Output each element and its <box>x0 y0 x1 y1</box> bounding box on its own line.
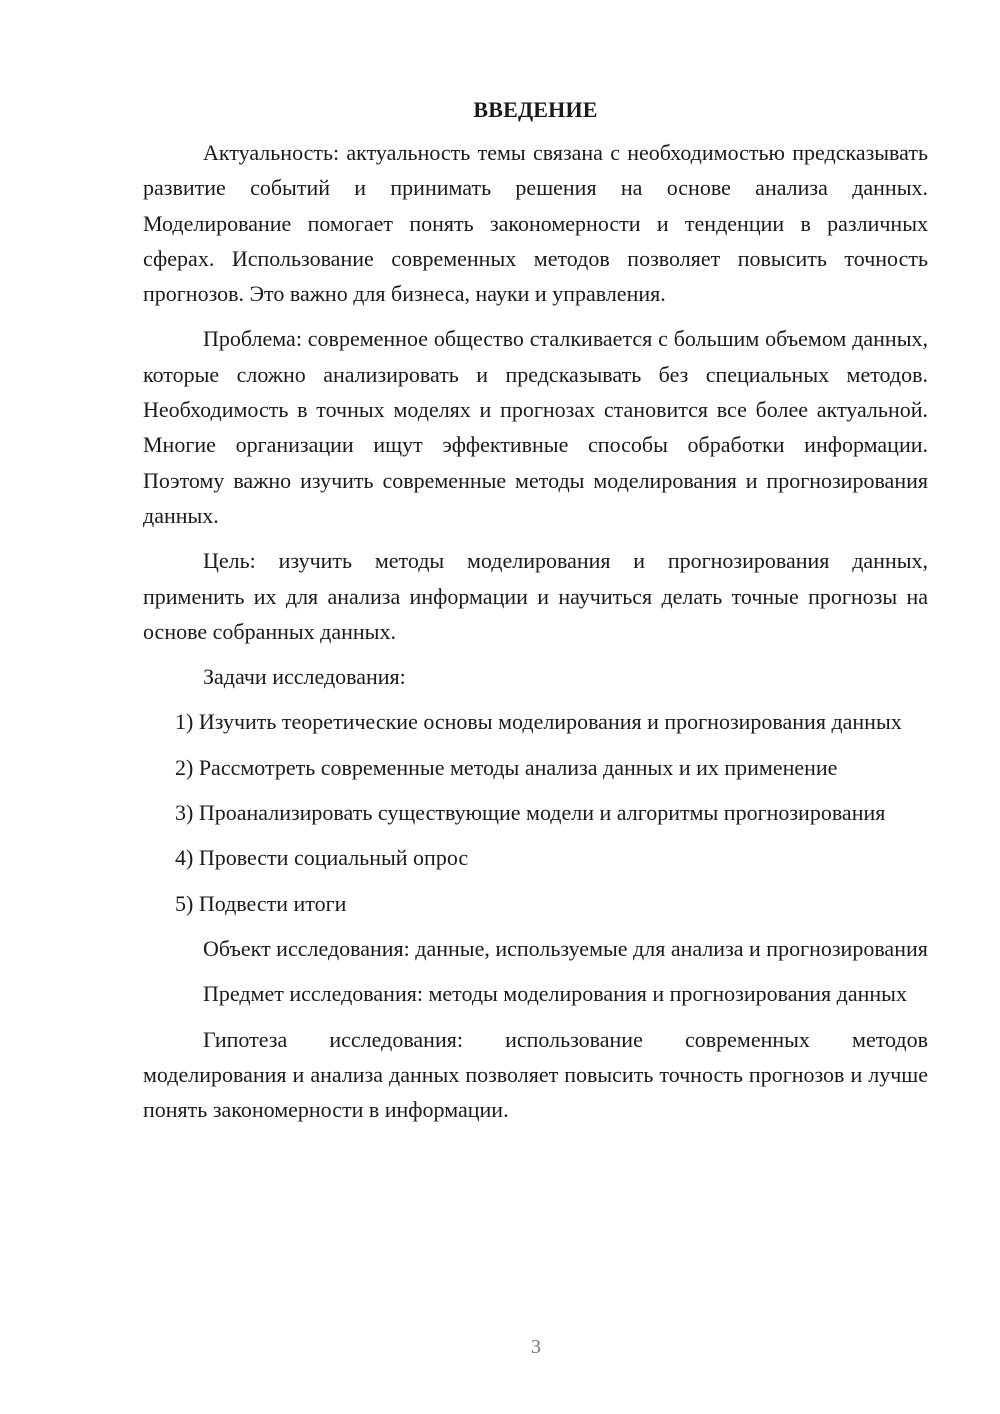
paragraph-hypothesis: Гипотеза исследования: использование современных методов моделирования и анализа данных позволяет повысить точность прогнозов и лучше понять закономерности в информации. <box>143 1026 928 1123</box>
page-content <box>143 95 928 1137</box>
paragraph-tasks-heading: Задачи исследования: <box>203 664 406 690</box>
task-item-1: 1) Изучить теоретические основы моделирования и прогнозирования данных <box>175 709 902 735</box>
paragraph-goal: Цель: изучить методы моделирования и прогнозирования данных, применить их для анализа информации и научиться делать точные прогнозы на основе собранных данных. <box>143 548 928 644</box>
paragraph-subject: Предмет исследования: методы моделирования и прогнозирования данных <box>203 981 907 1007</box>
task-item-3: 3) Проанализировать существующие модели и алгоритмы прогнозирования <box>175 800 886 826</box>
page-number: 3 <box>531 1336 541 1358</box>
task-item-5: 5) Подвести итоги <box>175 890 347 916</box>
paragraph-object: Объект исследования: данные, используемые для анализа и прогнозирования <box>203 935 928 961</box>
paragraph-problem: Проблема: современное общество сталкивается с большим объемом данных, которые сложно анализировать и предсказывать без специальных методов. Необходимость в точных моделях и прогнозах становится все более актуальной. Многие организации ищут эффективные способы обработки информации. Поэтому важно изучить современные методы моделирования и прогнозирования данных. <box>143 326 928 528</box>
section-title: ВВЕДЕНИЕ <box>473 97 598 122</box>
paragraph-relevance: Актуальность: актуальность темы связана с необходимостью предсказывать развитие событий и принимать решения на основе анализа данных. Моделирование помогает понять закономерности и тенденции в различных сферах. Использование современных методов позволяет повысить точность прогнозов. Это важно для бизнеса, науки и управления. <box>143 140 928 307</box>
task-item-2: 2) Рассмотреть современные методы анализа данных и их применение <box>175 754 838 780</box>
task-item-4: 4) Провести социальный опрос <box>175 845 469 871</box>
